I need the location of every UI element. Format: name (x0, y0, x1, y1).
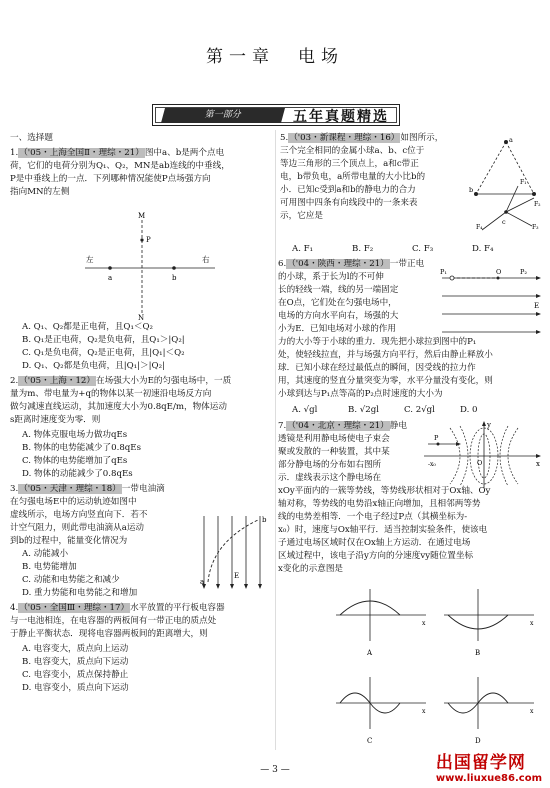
q5-line-0: 5.（'03・新课程・理综・16）如图所示， (280, 133, 444, 143)
q4-line-2: 于静止平衡状态．现将电容器两板间的距离增大，则 (10, 629, 208, 639)
q6-option-b: B. √2gl (348, 405, 379, 415)
q6-line-1: 的小球，系于长为l的不可伸 (278, 272, 384, 282)
q7-label-P: P (434, 434, 439, 442)
q6-label-P1: P₁ (440, 268, 447, 276)
svg-text:x: x (422, 708, 426, 715)
q7-line-0: 7.（'04・北京・理综・21）静电 (278, 421, 407, 431)
q5-label-a: a (509, 136, 513, 144)
q3-option-d: D. 重力势能和电势能之和增加 (22, 588, 138, 598)
q4-option-d: D. 电容变小，质点向下运动 (22, 683, 129, 693)
q7-line-2: 聚或发散的一种装置，其中某 (278, 447, 390, 457)
q6-option-a: A. √gl (292, 405, 318, 415)
q3-line-2: 虚线所示，电场方向竖直向下．若不 (10, 510, 148, 520)
q1-option-d: D. Q₁、Q₂都是负电荷，且|Q₁|＞|Q₂| (22, 361, 165, 371)
svg-text:x: x (422, 620, 426, 627)
q5-label-F4: F₄ (476, 224, 483, 231)
q1-option-b: B. Q₁是正电荷，Q₂是负电荷，且Q₁＞|Q₂| (22, 335, 185, 345)
question-1 (10, 147, 272, 199)
q3-label-E: E (234, 572, 240, 580)
q6-line-5: 小为E．已知电场对小球的作用 (278, 324, 396, 334)
q1-line-3: 指向MN的左侧 (10, 187, 70, 197)
q6-label-O: O (496, 268, 502, 276)
q4-option-b: B. 电容变大，质点向下运动 (22, 657, 129, 667)
question-3 (10, 483, 200, 548)
q7-line-3: 部分静电场的分布如右图所 (278, 460, 382, 470)
q5-option-b: B. F₂ (352, 244, 374, 254)
q1-line-1: 荷，它们的电荷分别为Q₁、Q₂，MN是ab连线的中垂线， (10, 161, 230, 171)
q7-source-tag: （'04・北京・理综・21） (287, 421, 389, 431)
q2-line-1: 量为m、带电量为+q的物体以某一初速沿电场反方向 (10, 389, 212, 399)
banner-part-label: 第一部分 (161, 108, 285, 123)
q5-label-F1: F₁ (520, 179, 527, 186)
q7-line-8: x₀）时，速度与Ox轴平行．适当控制实验条件，使该电 (278, 525, 488, 535)
page-number: — 3 — (260, 765, 290, 775)
q5-line-5: 可用图中四条有向线段中的一条来表 (280, 198, 418, 208)
q6-option-c: C. 2√gl (404, 405, 435, 415)
q3-option-b: B. 电势能增加 (22, 562, 77, 572)
q3-line-3: 计空气阻力，则此带电油滴从a运动 (10, 523, 145, 533)
q3-options (10, 548, 272, 600)
q2-options (10, 429, 272, 481)
q6-line-9: 用，其速度的竖直分量突变为零，水平分量没有变化，则 (278, 376, 493, 386)
q5-label-b: b (469, 186, 474, 194)
q3-source-tag: （'05・天津・理综・18） (19, 484, 121, 494)
section-heading: 一、选择题 (10, 133, 53, 143)
q6-diagram (438, 264, 544, 346)
q4-option-a: A. 电容变大，质点向上运动 (22, 644, 129, 654)
q2-line-0: 2.（'05・上海・12）在场强大小为E的匀强电场中，一质 (10, 376, 232, 386)
q2-option-a: A. 物体克服电场力做功qEs (22, 430, 128, 440)
q5-line-4: 小．已知c受到a和b的静电力的合力 (280, 185, 416, 195)
q6-label-P2: P₂ (520, 268, 527, 276)
q2-option-d: D. 物体的动能减少了0.8qEs (22, 469, 133, 479)
q1-options (10, 321, 272, 373)
q3-line-1: 在匀强电场E中的运动轨迹如图中 (10, 497, 137, 507)
q3-line-4: 到b的过程中，能量变化情况为 (10, 536, 128, 546)
q1-label-P: P (146, 236, 151, 244)
banner-title: 五年真题精选 (293, 109, 389, 125)
q1-source-tag: （'05・上海全国Ⅱ・理综・21） (19, 148, 144, 158)
q5-option-a: A. F₁ (292, 244, 314, 254)
q7-line-4: 示．虚线表示这个静电场在 (278, 473, 382, 483)
q7-graph-d (444, 677, 534, 745)
q7-line-5: xOy平面内的一簇等势线，等势线形状相对于Ox轴、Oy (278, 486, 491, 496)
q5-diagram (468, 134, 544, 232)
q7-graph-c (336, 677, 426, 745)
q3-option-c: C. 动能和电势能之和减少 (22, 575, 120, 585)
q6-line-4: 电场的方向水平向右，场强的大 (278, 311, 399, 321)
q6-label-E: E (534, 302, 540, 310)
q6-line-8: 球．已知小球在经过最低点的瞬间，因受线的拉力作 (278, 363, 476, 373)
q5-option-c: C. F₃ (412, 244, 434, 254)
q1-line-2: P是中垂线上的一点．下列哪种情况能使P点场强方向 (10, 174, 211, 184)
q7-line-9: 子通过电场区域时仅在Ox轴上方运动．在通过电场 (278, 538, 471, 548)
q2-option-b: B. 物体的电势能减少了0.8qEs (22, 443, 141, 453)
q7-option-graphs (330, 585, 540, 760)
q6-line-3: 在O点，它们处在匀强电场中， (278, 298, 397, 308)
q6-line-2: 长的轻线一端，线的另一端固定 (278, 285, 399, 295)
question-2 (10, 375, 272, 427)
q5-option-d: D. F₄ (472, 244, 494, 254)
q7-option-b-label: B (475, 649, 481, 657)
q7-line-7: 线的电势差相等．一个电子经过P点（其横坐标为- (278, 512, 468, 522)
watermark-main: 出国留学网 (435, 753, 526, 773)
q5-source-tag: （'03・新课程・理综・16） (289, 133, 400, 143)
q5-line-1: 三个完全相同的金属小球a、b、c位于 (280, 146, 425, 156)
q4-line-1: 与一电池相连，在电容器的两板间有一带正电的质点处 (10, 616, 217, 626)
q2-option-c: C. 物体的电势能增加了qEs (22, 456, 128, 466)
q7-graph-b (444, 589, 534, 657)
q2-line-2: 做匀减速直线运动，其加速度大小为0.8qE/m，物体运动 (10, 402, 227, 412)
q2-line-3: s距离时速度变为零．则 (10, 415, 101, 425)
q5-label-F2: F₂ (534, 201, 541, 208)
watermark-logo (436, 748, 542, 784)
column-divider (275, 130, 276, 750)
q3-line-0: 3.（'05・天津・理综・18）一带电油滴 (10, 484, 165, 494)
q7-option-d-label: D (475, 737, 481, 745)
q4-line-0: 4.（'05・全国Ⅲ・理综・17）水平放置的平行板电容器 (10, 603, 225, 613)
q7-graph-a (336, 589, 426, 657)
q5-label-F3: F₃ (532, 224, 539, 231)
q6-source-tag: （'04・陕西・理综・21） (287, 259, 389, 269)
q1-label-N: N (138, 314, 145, 320)
q4-options (10, 643, 272, 695)
q4-source-tag: （'05・全国Ⅲ・理综・17） (19, 603, 130, 613)
q5-options (292, 243, 542, 256)
q5-label-c: c (502, 218, 506, 226)
q7-line-1: 透镜是利用静电场使电子束会 (278, 434, 390, 444)
q1-label-M: M (138, 212, 146, 220)
q1-option-c: C. Q₁是负电荷，Q₂是正电荷，且|Q₁|＜Q₂ (22, 348, 185, 358)
q7-field-diagram (420, 418, 544, 490)
section-banner (152, 104, 400, 126)
q7-line-11: x变化的示意图是 (278, 564, 344, 574)
q7-label-x: x (536, 460, 540, 468)
q2-source-tag: （'05・上海・12） (19, 376, 95, 386)
question-5 (280, 132, 470, 223)
q1-line-0: 1.（'05・上海全国Ⅱ・理综・21）图中a、b是两个点电 (10, 148, 225, 158)
q1-label-left: 左 (86, 255, 94, 264)
q1-option-a: A. Q₁、Q₂都是正电荷，且Q₁＜Q₂ (22, 322, 153, 332)
q6-line-6: 力的大小等于小球的重力．现先把小球拉到图中的P₁ (278, 337, 477, 347)
q6-options (292, 404, 542, 417)
question-4 (10, 602, 272, 641)
q7-label-x0: -x₀ (428, 461, 436, 468)
q4-option-c: C. 电容变小，质点保持静止 (22, 670, 129, 680)
q1-label-right: 右 (202, 255, 210, 264)
q6-line-7: 处，使轻线拉直，并与场强方向平行，然后由静止释放小 (278, 350, 493, 360)
q7-option-a-label: A (367, 649, 373, 657)
q6-option-d: D. 0 (460, 405, 478, 415)
q7-option-c-label: C (367, 737, 373, 745)
q5-line-2: 等边三角形的三个顶点上，a和c带正 (280, 159, 419, 169)
q7-label-y: y (487, 421, 491, 429)
q3-label-b: b (262, 516, 267, 524)
q1-label-b: b (172, 274, 177, 282)
q5-line-3: 电，b带负电，a所带电量的大小比b的 (280, 172, 426, 182)
chapter-title: 第一章 电场 (206, 47, 344, 67)
q1-label-a: a (108, 274, 113, 282)
svg-text:x: x (530, 620, 534, 627)
q5-line-6: 示，它应是 (280, 211, 323, 221)
watermark-url: www.liuxue86.com (435, 773, 542, 784)
svg-text:x: x (530, 708, 534, 715)
q7-line-6: 轴对称，等势线的电势沿x轴正向增加，且相邻两等势 (278, 499, 481, 509)
q7-label-O: O (477, 459, 483, 467)
q7-line-10: 区域过程中，该电子沿y方向的分速度vy随位置坐标 (278, 551, 474, 561)
q6-line-10: 小球到达与P₁点等高的P₂点时速度的大小为 (278, 389, 443, 399)
q1-diagram (80, 210, 220, 320)
q3-label-a: a (200, 578, 205, 586)
q3-option-a: A. 动能减小 (22, 549, 69, 559)
q6-line-0: 6.（'04・陕西・理综・21）一带正电 (278, 259, 425, 269)
